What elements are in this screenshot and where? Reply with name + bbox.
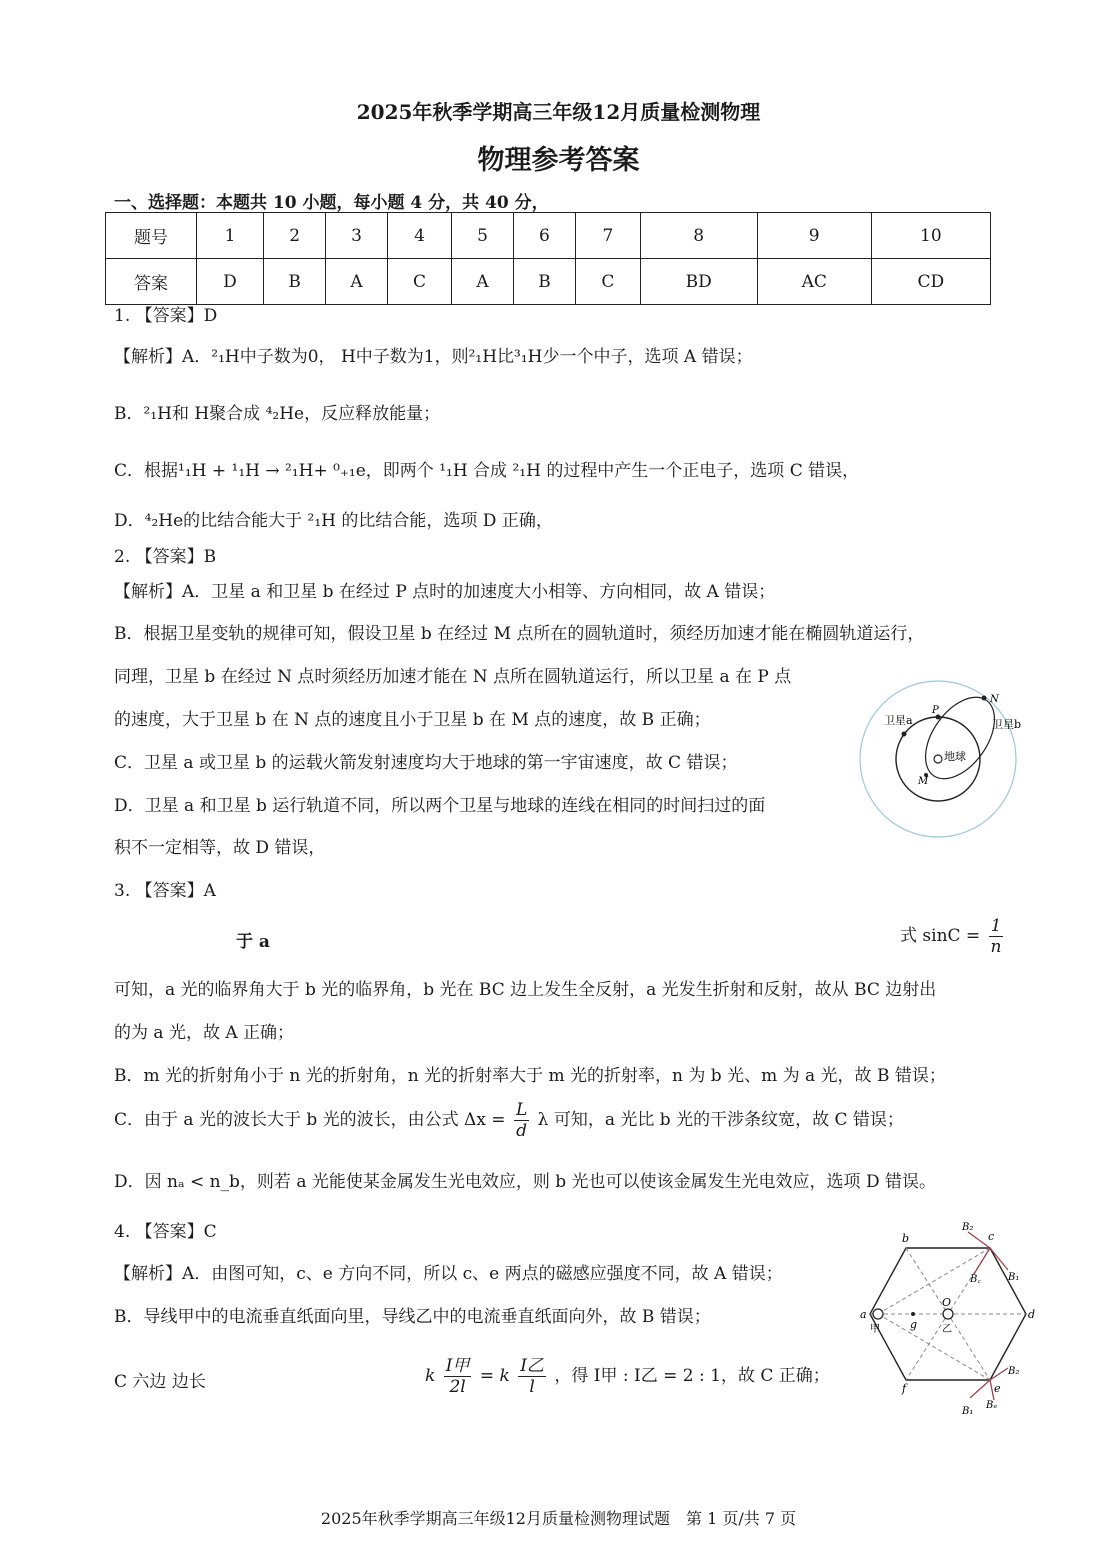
- table-cell: B: [263, 259, 325, 305]
- label-m: M: [918, 776, 929, 787]
- label-d: d: [1028, 1308, 1036, 1321]
- q1-answer: 1. 【答案】D: [114, 306, 218, 326]
- q2-analysis-b3: 的速度，大于卫星 b 在 N 点的速度且小于卫星 b 在 M 点的速度，故 B 正确；: [114, 710, 711, 730]
- q2-analysis-d2: 积不一定相等，故 D 错误，: [114, 838, 326, 858]
- label-f: f: [902, 1382, 907, 1395]
- wire-jia-icon: [873, 1309, 883, 1319]
- table-cell: 9: [757, 213, 871, 259]
- sat-a-dot: [902, 732, 907, 737]
- table-cell: CD: [871, 259, 990, 305]
- table-cell: C: [387, 259, 451, 305]
- q4-c-prefix: C 六边 边长: [114, 1372, 206, 1392]
- label-o: O: [942, 1296, 952, 1309]
- fraction: [518, 1356, 546, 1397]
- q3-c-prefix: C．由于 a 光的波长大于 b 光的波长，由公式 Δx =: [114, 1110, 506, 1130]
- q4-analysis-a: 【解析】A．由图可知，c、e 方向不同，所以 c、e 两点的磁感应强度不同，故 A 错误；: [114, 1264, 783, 1284]
- q4-analysis-b: B．导线甲中的电流垂直纸面向里，导线乙中的电流垂直纸面向外，故 B 错误；: [114, 1307, 711, 1327]
- orbit-diagram: [858, 676, 1026, 842]
- q4-equals-k: = k: [479, 1366, 510, 1386]
- table-cell: 4: [387, 213, 451, 259]
- q2-analysis-b2: 同理，卫星 b 在经过 N 点时须经历加速才能在 N 点所在圆轨道运行，所以卫星 a 在 P 点: [114, 667, 792, 687]
- q2-analysis-b1: B．根据卫星变轨的规律可知，假设卫星 b 在经过 M 点所在的圆轨道时，须经历加速才能在椭圆轨道运行，: [114, 624, 925, 644]
- fraction-denominator: n: [990, 937, 1002, 957]
- page-subtitle: 物理参考答案: [477, 145, 640, 176]
- fraction: [989, 916, 1004, 957]
- wire-yi-icon: [943, 1309, 953, 1319]
- table-cell: A: [452, 259, 513, 305]
- label-earth: 地球: [944, 750, 966, 763]
- fraction-numerator: L: [515, 1100, 528, 1120]
- fraction-denominator: 2l: [449, 1377, 466, 1397]
- table-cell: C: [576, 259, 640, 305]
- table-cell: D: [197, 259, 264, 305]
- q2-analysis-a: 【解析】A．卫星 a 和卫星 b 在经过 P 点时的加速度大小相等、方向相同，故 A 错误；: [114, 582, 776, 602]
- point-n-dot: [982, 696, 987, 701]
- q4-k1: k: [425, 1366, 436, 1386]
- table-cell: B: [513, 259, 575, 305]
- fraction: [514, 1100, 529, 1141]
- table-cell: BD: [640, 259, 757, 305]
- point-g-dot: [911, 1312, 915, 1316]
- page-title: 2025年秋季学期高三年级12月质量检测物理: [356, 100, 761, 124]
- table-cell: AC: [757, 259, 871, 305]
- label-jia: 甲: [870, 1324, 880, 1335]
- q3-analysis-d: D．因 nₐ < n_b，则若 a 光能使某金属发生光电效应，则 b 光也可以使该金属发生光电效应，选项 D 错误。: [114, 1172, 936, 1192]
- q3-c-suffix: λ 可知，a 光比 b 光的干涉条纹宽，故 C 错误；: [537, 1110, 904, 1130]
- q4-analysis-c: [425, 1356, 830, 1397]
- label-yi: 乙: [942, 1324, 952, 1335]
- label-b: b: [902, 1232, 910, 1245]
- fraction-denominator: l: [529, 1377, 535, 1397]
- q4-answer: 4. 【答案】C: [114, 1222, 217, 1242]
- table-row-label: 题号: [106, 213, 197, 259]
- q1-analysis-d: D．⁴₂He的比结合能大于 ²₁H 的比结合能，选项 D 正确，: [114, 511, 553, 531]
- table-cell: A: [326, 259, 387, 305]
- hexagon-diagram: [858, 1218, 1038, 1418]
- q1-analysis-a: 【解析】A．²₁H中子数为0， H中子数为1，则²₁H比³₁H少一个中子，选项 A 错误；: [114, 347, 753, 367]
- label-n: N: [990, 694, 999, 705]
- label-be: Bₑ: [986, 1400, 998, 1411]
- table-cell: 5: [452, 213, 513, 259]
- table-cell: 10: [871, 213, 990, 259]
- answer-table: [105, 212, 991, 305]
- q3-formula-sinc: [900, 916, 1006, 957]
- label-e: e: [994, 1382, 1001, 1395]
- table-cell: 8: [640, 213, 757, 259]
- q3-analysis-b: B．m 光的折射角小于 n 光的折射角，n 光的折射率大于 m 光的折射率，n 为 b 光、m 为 a 光，故 B 错误；: [114, 1066, 946, 1086]
- q3-formula-prefix: 式 sinC =: [900, 926, 981, 946]
- q3-analysis-c: [114, 1100, 904, 1141]
- label-sat-b: 卫星b: [992, 718, 1022, 731]
- table-row: [106, 259, 991, 305]
- table-cell: 6: [513, 213, 575, 259]
- label-sat-a: 卫星a: [884, 714, 913, 727]
- section-heading: 一、选择题：本题共 10 小题，每小题 4 分，共 40 分，: [114, 193, 549, 213]
- q2-analysis-c: C．卫星 a 或卫星 b 的运载火箭发射速度均大于地球的第一宇宙速度，故 C 错误；: [114, 753, 738, 773]
- earth-icon: [934, 755, 942, 763]
- label-c: c: [988, 1230, 995, 1243]
- q3-fragment-1: 于 a: [236, 932, 270, 952]
- page-footer: 2025年秋季学期高三年级12月质量检测物理试题 第 1 页/共 7 页: [320, 1509, 797, 1528]
- label-a: a: [860, 1308, 867, 1321]
- table-cell: 3: [326, 213, 387, 259]
- fraction-numerator: 1: [990, 916, 1002, 936]
- label-b2-bottom: B₂: [1008, 1366, 1020, 1377]
- label-b2-top: B₂: [962, 1222, 974, 1233]
- label-g: g: [910, 1318, 918, 1331]
- fraction-denominator: d: [516, 1121, 528, 1141]
- q2-answer: 2. 【答案】B: [114, 547, 217, 567]
- label-p: P: [932, 705, 939, 716]
- field-vectors: [968, 1232, 1008, 1400]
- table-cell: 2: [263, 213, 325, 259]
- table-cell: 1: [197, 213, 264, 259]
- q3-line-1: 可知，a 光的临界角大于 b 光的临界角，b 光在 BC 边上发生全反射，a 光发生折射和反射，故从 BC 边射出: [114, 980, 937, 1000]
- q1-analysis-c: C．根据¹₁H + ¹₁H → ²₁H+ ⁰₊₁e，即两个 ¹₁H 合成 ²₁H 的过程中产生一个正电子，选项 C 错误，: [114, 461, 860, 481]
- label-bc: B꜀: [970, 1274, 981, 1285]
- fraction: [444, 1356, 472, 1397]
- fraction-numerator: I乙: [520, 1356, 544, 1376]
- fraction-numerator: I甲: [445, 1356, 470, 1376]
- q3-answer: 3. 【答案】A: [114, 881, 216, 901]
- q4-c-suffix: ，得 I甲 : I乙 = 2 : 1，故 C 正确；: [554, 1366, 830, 1386]
- label-b1-bottom: B₁: [962, 1406, 974, 1417]
- table-cell: 7: [576, 213, 640, 259]
- label-b1-top: B₁: [1008, 1272, 1020, 1283]
- q3-line-2: 的为 a 光，故 A 正确；: [114, 1023, 295, 1043]
- q2-analysis-d1: D．卫星 a 和卫星 b 运行轨道不同，所以两个卫星与地球的连线在相同的时间扫过的面: [114, 796, 766, 816]
- table-row-label: 答案: [106, 259, 197, 305]
- q1-analysis-b: B．²₁H和 H聚合成 ⁴₂He，反应释放能量；: [114, 404, 441, 424]
- table-row: [106, 213, 991, 259]
